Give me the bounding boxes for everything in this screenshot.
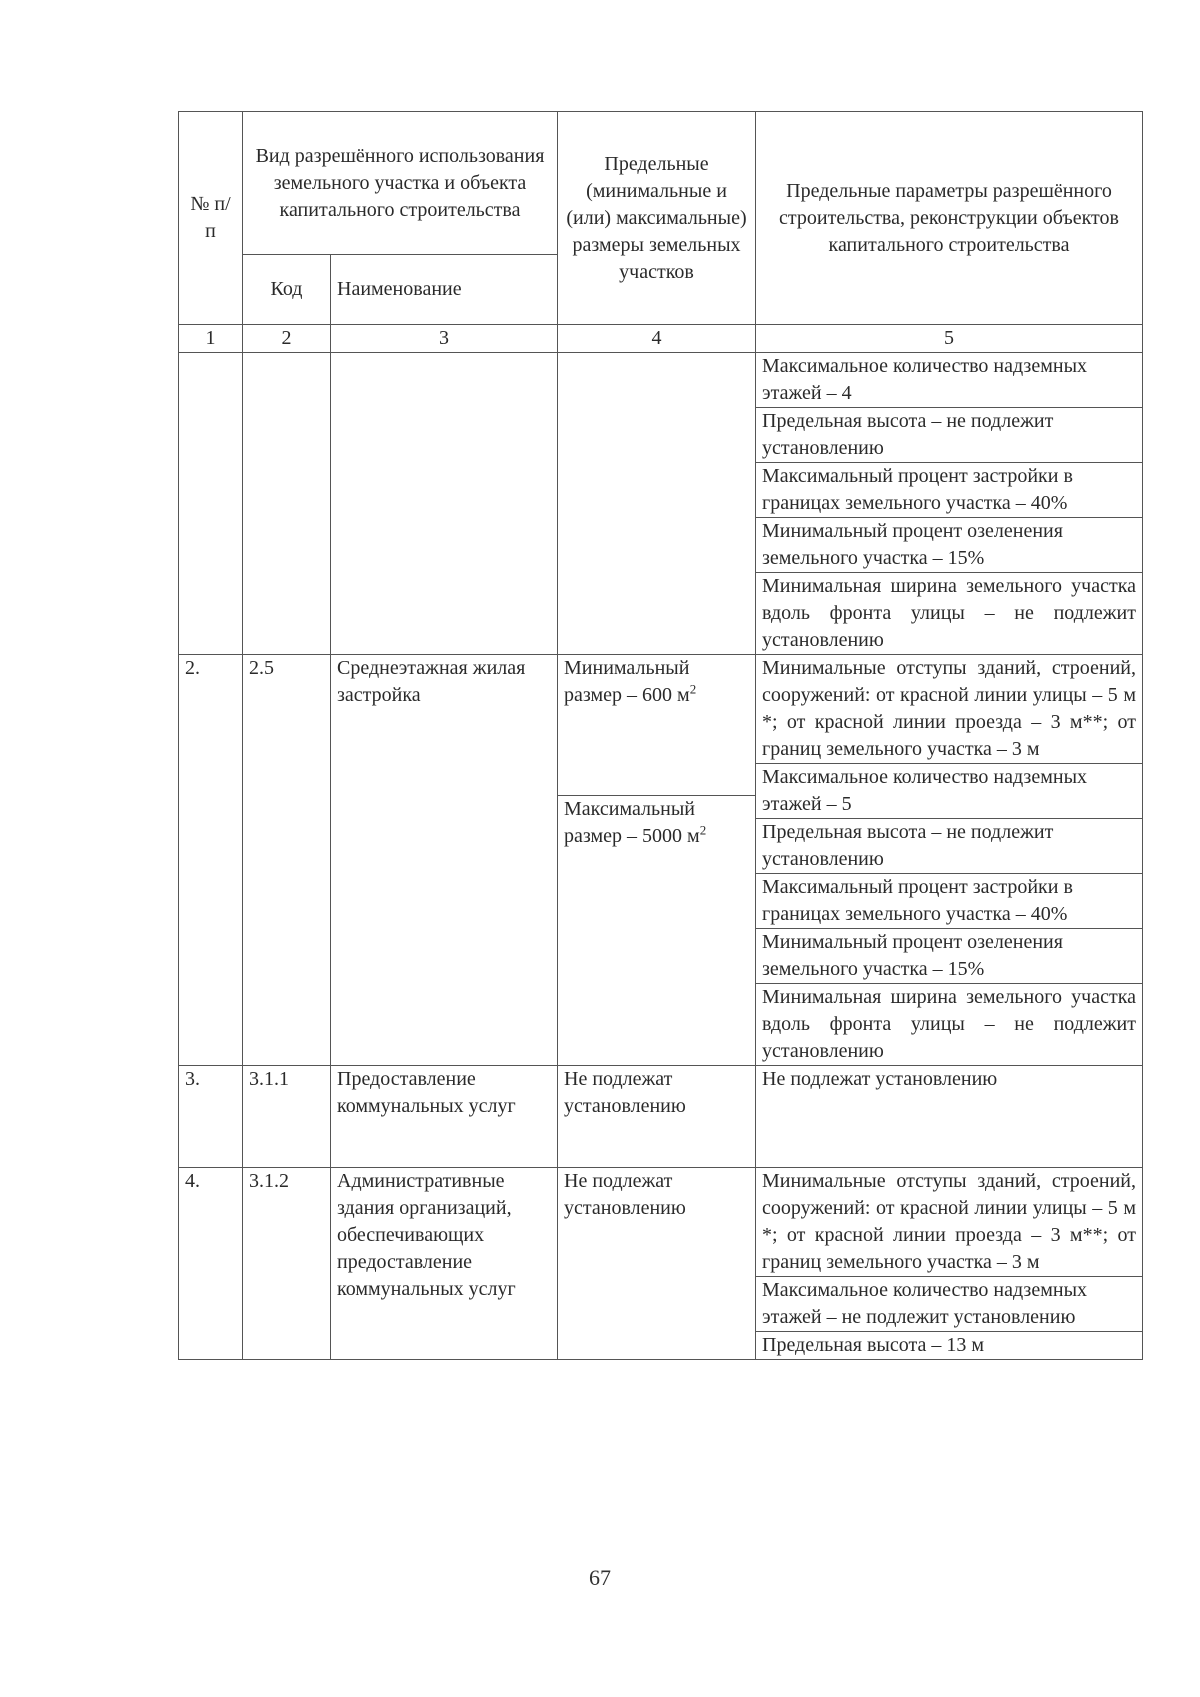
page-number: 67	[589, 1565, 611, 1590]
header-params: Предельные параметры разрешённого строительства, реконструкции объектов капитального строительства	[756, 112, 1143, 325]
params-list	[756, 1168, 1142, 1359]
col-number: 2	[243, 325, 331, 353]
header-size: Предельные (минимальные и (или) максимальные) размеры земельных участков	[558, 112, 756, 325]
land-use-table	[178, 111, 1143, 1360]
row-code: 2.5	[243, 655, 331, 1066]
row-params: Не подлежат установлению	[756, 1066, 1143, 1168]
row-num: 4.	[179, 1168, 243, 1360]
params-list	[756, 353, 1142, 654]
param-item: Максимальное количество надземных этажей – 5	[756, 764, 1142, 819]
header-num: № п/п	[179, 112, 243, 325]
param-item: Минимальный процент озеленения земельного участка – 15%	[756, 518, 1142, 573]
row-name: Административные здания организаций, обеспечивающих предоставление коммунальных услуг	[331, 1168, 558, 1360]
cell-empty	[243, 353, 331, 655]
param-item: Минимальная ширина земельного участка вдоль фронта улицы – не подлежит установлению	[762, 575, 1136, 651]
row-name: Среднеэтажная жилая застройка	[331, 655, 558, 1066]
header-naim: Наименование	[331, 255, 558, 325]
table-row-4	[179, 1168, 1143, 1360]
param-item: Минимальная ширина земельного участка вдоль фронта улицы – не подлежит установлению	[762, 986, 1136, 1062]
row-num: 2.	[179, 655, 243, 1066]
param-item: Максимальное количество надземных этажей – не подлежит установлению	[756, 1277, 1142, 1332]
size-list	[558, 655, 755, 850]
col-number: 5	[756, 325, 1143, 353]
header-row-1	[179, 112, 1143, 255]
table-row-3	[179, 1066, 1143, 1168]
params-cell	[756, 353, 1143, 655]
row-code: 3.1.2	[243, 1168, 331, 1360]
header-vid: Вид разрешённого использования земельного участка и объекта капитального строительства	[243, 112, 558, 255]
cell-empty	[331, 353, 558, 655]
params-cell	[756, 1168, 1143, 1360]
params-cell	[756, 655, 1143, 1066]
row-size: Не подлежат установлению	[558, 1168, 756, 1360]
table-row-2	[179, 655, 1143, 1066]
min-size: Минимальный размер – 600 $м^2$	[558, 655, 755, 795]
param-item: Предельная высота – не подлежит установлению	[756, 819, 1142, 874]
size-cell	[558, 655, 756, 1066]
param-item: Максимальный процент застройки в границах земельного участка – 40%	[756, 463, 1142, 518]
params-list	[756, 655, 1142, 1065]
param-item: Максимальное количество надземных этажей – 4	[756, 353, 1142, 408]
param-item: Минимальный процент озеленения земельного участка – 15%	[756, 929, 1142, 984]
col-number: 4	[558, 325, 756, 353]
column-number-row	[179, 325, 1143, 353]
col-number: 1	[179, 325, 243, 353]
header-kod: Код	[243, 255, 331, 325]
row-size: Не подлежат установлению	[558, 1066, 756, 1168]
max-size: Максимальный размер – 5000 $м^2$	[564, 797, 707, 847]
param-item: Предельная высота – 13 м	[762, 1334, 985, 1356]
cell-empty	[558, 353, 756, 655]
param-item: Минимальные отступы зданий, строений, сооружений: от красной линии улицы – 5 м *; от красной линии проезда – 3 м**; от границ земельного участка – 3 м	[756, 1168, 1142, 1277]
row-num: 3.	[179, 1066, 243, 1168]
param-item: Минимальные отступы зданий, строений, сооружений: от красной линии улицы – 5 м *; от красной линии проезда – 3 м**; от границ земельного участка – 3 м	[756, 655, 1142, 764]
col-number: 3	[331, 325, 558, 353]
param-item: Предельная высота – не подлежит установлению	[756, 408, 1142, 463]
continuation-row	[179, 353, 1143, 655]
param-item: Максимальный процент застройки в границах земельного участка – 40%	[756, 874, 1142, 929]
row-name: Предоставление коммунальных услуг	[331, 1066, 558, 1168]
cell-empty	[179, 353, 243, 655]
row-code: 3.1.1	[243, 1066, 331, 1168]
